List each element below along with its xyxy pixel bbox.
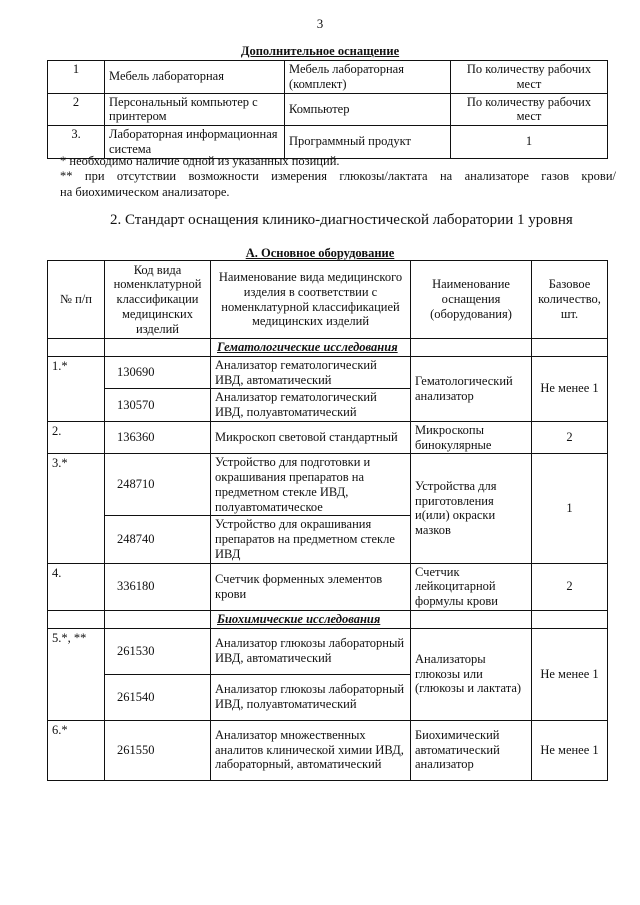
- column-header-number: № п/п: [48, 261, 105, 339]
- row-number: 1: [48, 61, 105, 94]
- table-row: [48, 628, 608, 674]
- category-row: [48, 339, 608, 357]
- device-name: Счетчик форменных элементов крови: [211, 563, 411, 610]
- column-header-code: Код вида номенклатурной классификации медицинских изделий: [105, 261, 211, 339]
- category-hematology: Гематологические исследования: [211, 339, 411, 357]
- item-name: Мебель лабораторная: [105, 61, 285, 94]
- table-row: [48, 563, 608, 610]
- table-row: [48, 93, 608, 126]
- device-name: Анализатор множественных аналитов клинической химии ИВД, лабораторный, автоматический: [211, 720, 411, 780]
- section-heading: 2. Стандарт оснащения клинико-диагностической лаборатории 1 уровня: [110, 212, 573, 228]
- equipment-quantity: Не менее 1: [532, 356, 608, 421]
- column-header-equipment: Наименование оснащения (оборудования): [411, 261, 532, 339]
- table-row: [48, 720, 608, 780]
- table-row: [48, 356, 608, 389]
- table-row: [48, 61, 608, 94]
- item-quantity: По количеству рабочих мест: [451, 93, 608, 126]
- equipment-name: Устройства для приготовления и(или) окраски мазков: [411, 454, 532, 563]
- main-equipment-table: [47, 260, 608, 781]
- item-type: Компьютер: [285, 93, 451, 126]
- device-name: Анализатор глюкозы лабораторный ИВД, полуавтоматический: [211, 674, 411, 720]
- additional-equipment-table: [47, 60, 608, 159]
- table-row: [48, 454, 608, 516]
- item-quantity: 1: [451, 126, 608, 159]
- row-number: 5.*, **: [48, 628, 105, 720]
- footnote-double-asterisk-continued: на биохимическом анализаторе.: [60, 184, 230, 199]
- item-type: Программный продукт: [285, 126, 451, 159]
- device-code: 261530: [105, 628, 211, 674]
- row-number: 3.: [48, 126, 105, 159]
- equipment-quantity: 1: [532, 454, 608, 563]
- additional-equipment-caption: Дополнительное оснащение: [240, 44, 400, 58]
- device-name: Микроскоп световой стандартный: [211, 421, 411, 454]
- device-code: 136360: [105, 421, 211, 454]
- device-name: Анализатор глюкозы лабораторный ИВД, автоматический: [211, 628, 411, 674]
- column-header-quantity: Базовое количество, шт.: [532, 261, 608, 339]
- footnote-double-asterisk: ** при отсутствии возможности измерения глюкозы/лактата на анализаторе газов крови/: [60, 169, 616, 184]
- footnote-single-asterisk: * необходимо наличие одной из указанных позиций.: [60, 154, 340, 168]
- equipment-quantity: Не менее 1: [532, 720, 608, 780]
- equipment-quantity: Не менее 1: [532, 628, 608, 720]
- main-equipment-caption: А. Основное оборудование: [245, 246, 395, 260]
- device-code: 248740: [105, 516, 211, 563]
- device-code: 130570: [105, 389, 211, 422]
- item-quantity: По количеству рабочих мест: [451, 61, 608, 94]
- device-code: 130690: [105, 356, 211, 389]
- row-number: 4.: [48, 563, 105, 610]
- equipment-quantity: 2: [532, 421, 608, 454]
- device-code: 261540: [105, 674, 211, 720]
- category-row: [48, 610, 608, 628]
- device-name: Устройство для окрашивания препаратов на предметном стекле ИВД: [211, 516, 411, 563]
- device-name: Анализатор гематологический ИВД, автоматический: [211, 356, 411, 389]
- equipment-name: Биохимический автоматический анализатор: [411, 720, 532, 780]
- column-header-device-name: Наименование вида медицинского изделия в соответствии с номенклатурной классификацией медицинских изделий: [211, 261, 411, 339]
- table-row: [48, 421, 608, 454]
- equipment-name: Анализаторы глюкозы или (глюкозы и лактата): [411, 628, 532, 720]
- category-biochemistry: Биохимические исследования: [211, 610, 411, 628]
- item-name: Персональный компьютер с принтером: [105, 93, 285, 126]
- device-code: 336180: [105, 563, 211, 610]
- footnotes: [60, 154, 616, 200]
- item-type: Мебель лабораторная (комплект): [285, 61, 451, 94]
- device-name: Устройство для подготовки и окрашивания препаратов на предметном стекле ИВД, полуавтоматическое: [211, 454, 411, 516]
- table-header-row: [48, 261, 608, 339]
- equipment-name: Счетчик лейкоцитарной формулы крови: [411, 563, 532, 610]
- row-number: 1.*: [48, 356, 105, 421]
- equipment-name: Микроскопы бинокулярные: [411, 421, 532, 454]
- device-code: 248710: [105, 454, 211, 516]
- item-name: Лабораторная информационная система: [105, 126, 285, 159]
- row-number: 2.: [48, 421, 105, 454]
- row-number: 2: [48, 93, 105, 126]
- device-name: Анализатор гематологический ИВД, полуавтоматический: [211, 389, 411, 422]
- device-code: 261550: [105, 720, 211, 780]
- equipment-quantity: 2: [532, 563, 608, 610]
- equipment-name: Гематологический анализатор: [411, 356, 532, 421]
- page-number: 3: [316, 16, 324, 31]
- row-number: 3.*: [48, 454, 105, 563]
- row-number: 6.*: [48, 720, 105, 780]
